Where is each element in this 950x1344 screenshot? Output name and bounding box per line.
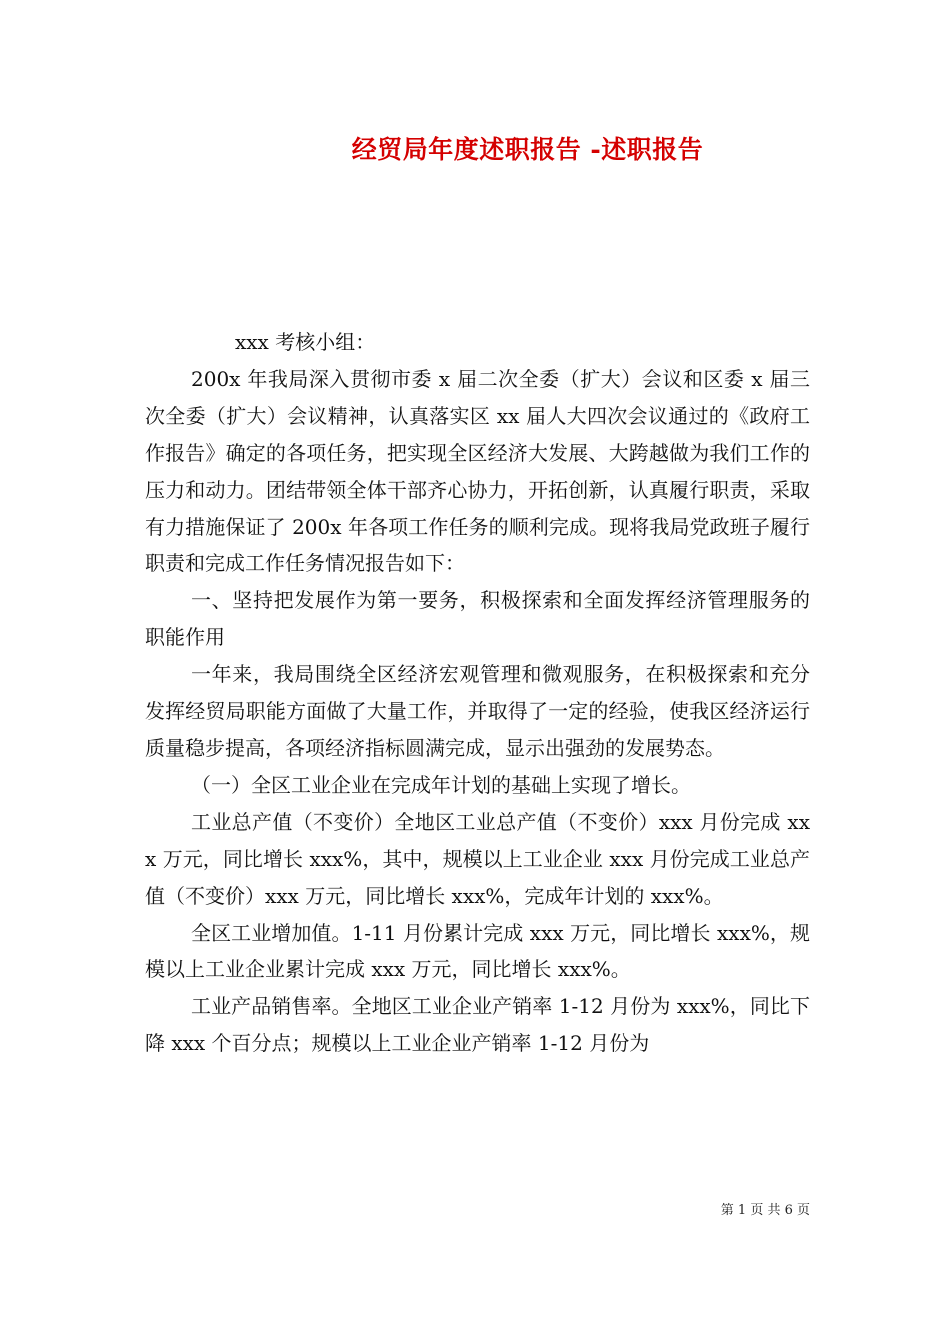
section-heading-1: 一、坚持把发展作为第一要务，积极探索和全面发挥经济管理服务的职能作用 bbox=[145, 588, 810, 650]
paragraph-output-value: 工业总产值（不变价）全地区工业总产值（不变价）xxx 月份完成 xxx 万元，同比增长 xxx%，其中，规模以上工业企业 xxx 月份完成工业总产值（不变价）xxx 万元，同比增长 xxx%，完成年计划的 xxx%。 bbox=[145, 809, 810, 908]
salutation: xxx 考核小组： bbox=[235, 330, 376, 354]
paragraph-value-added: 全区工业增加值。1-11 月份累计完成 xxx 万元，同比增长 xxx%，规模以上工业企业累计完成 xxx 万元，同比增长 xxx%。 bbox=[145, 920, 810, 982]
paragraph-overview: 一年来，我局围绕全区经济宏观管理和微观服务，在积极探索和充分发挥经贸局职能方面做了大量工作，并取得了一定的经验，使我区经济运行质量稳步提高，各项经济指标圆满完成，显示出强劲的发展势态。 bbox=[145, 662, 810, 760]
page-number-footer: 第 1 页 共 6 页 bbox=[720, 1203, 810, 1218]
document-title: 经贸局年度述职报告 -述职报告 bbox=[351, 135, 704, 164]
paragraph-sales-rate: 工业产品销售率。全地区工业企业产销率 1-12 月份为 xxx%，同比下降 xxx 个百分点；规模以上工业企业产销率 1-12 月份为 bbox=[145, 994, 810, 1056]
document-body bbox=[145, 324, 810, 1062]
paragraph-intro: 200x 年我局深入贯彻市委 x 届二次全委（扩大）会议和区委 x 届三次全委（扩大）会议精神，认真落实区 xx 届人大四次会议通过的《政府工作报告》确定的各项任务，把实现全区经济大发展、大跨越做为我们工作的压力和动力。团结带领全体干部齐心协力，开拓创新，认真履行职责，采取有力措施保证了 200x 年各项工作任务的顺利完成。现将我局党政班子履行职责和完成工作任务情况报告如下： bbox=[145, 366, 810, 576]
subsection-heading-1: （一）全区工业企业在完成年计划的基础上实现了增长。 bbox=[191, 772, 691, 797]
